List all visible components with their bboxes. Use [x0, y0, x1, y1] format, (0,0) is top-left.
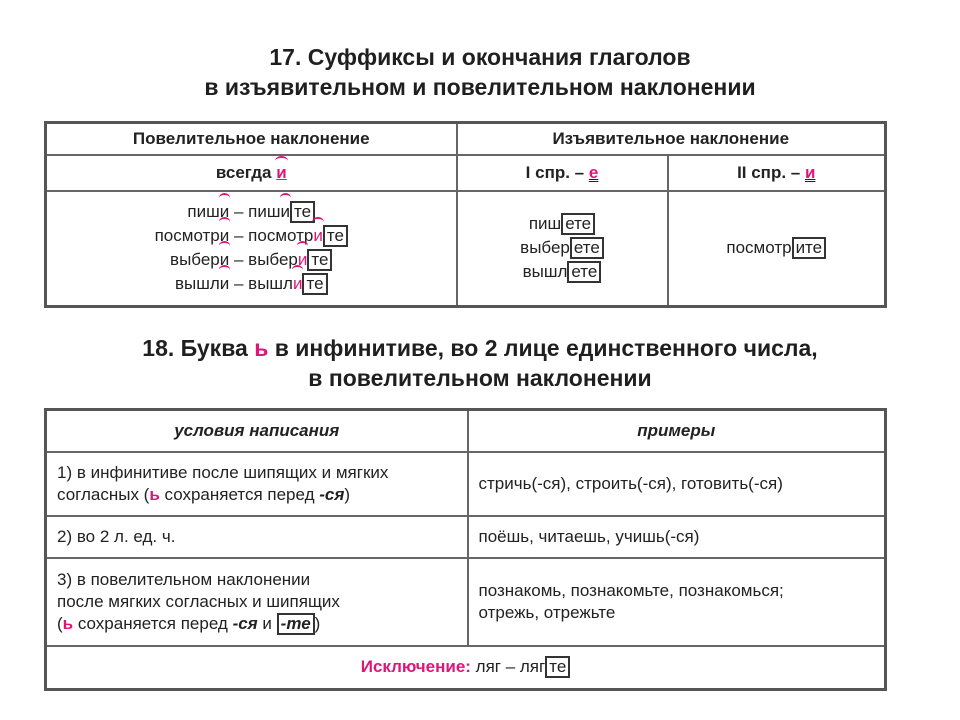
examples-3: познакомь, познакомьте, познакомься; отрежь, отрежьте — [468, 558, 886, 646]
soft-sign-letter: ь — [254, 335, 269, 361]
section-17-title — [0, 42, 960, 102]
ending-box: ете — [561, 213, 595, 235]
section-17-title-line1: 17. Суффиксы и окончания глаголов — [269, 44, 691, 70]
conj2-letter: и — [804, 162, 816, 182]
condition-1: 1) в инфинитиве после шипящих и мягких согласных (ь сохраняется перед -ся) — [46, 452, 468, 516]
header-conj1 — [457, 155, 668, 191]
ending-box: ете — [570, 237, 604, 259]
header-indicative: Изъявительное наклонение — [457, 123, 886, 155]
ending-box: те — [302, 273, 327, 295]
conj2-examples: посмотр ите — [668, 191, 886, 307]
conj1-letter: е — [588, 162, 599, 182]
ending-box: те — [323, 225, 348, 247]
conj1-examples — [457, 191, 668, 307]
condition-3: 3) в повелительном наклонении после мягких согласных и шипящих (ь сохраняется перед -ся и -те ) — [46, 558, 468, 646]
examples-2: поёшь, читаешь, учишь(-ся) — [468, 516, 886, 558]
ending-box: ите — [792, 237, 827, 259]
always-label: всегда — [215, 162, 272, 182]
conj2-label: II спр. – — [737, 162, 805, 182]
ending-box: те — [290, 201, 315, 223]
examples-1: стричь(-ся), строить(-ся), готовить(-ся) — [468, 452, 886, 516]
example-row: посмотри – посмотри те — [47, 224, 456, 248]
exception-label: Исключение: — [360, 657, 471, 677]
ending-box: ете — [567, 261, 601, 283]
conj1-label: I спр. – — [525, 162, 589, 182]
section-18-title-line1: 18. Буква ь в инфинитиве, во 2 лице единственного числа, — [142, 335, 818, 361]
always-letter: и — [276, 162, 287, 182]
example-row: пиш ете — [458, 212, 667, 236]
example-row: вышли – вышли те — [47, 272, 456, 296]
section-17-title-line2: в изъявительном и повелительном наклонении — [204, 74, 756, 100]
example-row: вышл ете — [458, 260, 667, 284]
condition-2: 2) во 2 л. ед. ч. — [46, 516, 468, 558]
section-18-title — [0, 333, 960, 393]
ending-box: те — [307, 249, 332, 271]
example-row: выбери – выбери те — [47, 248, 456, 272]
example-row: выбер ете — [458, 236, 667, 260]
header-always — [46, 155, 457, 191]
header-examples: примеры — [468, 410, 886, 452]
section-18-title-line2: в повелительном наклонении — [308, 365, 652, 391]
soft-sign-table — [44, 408, 887, 691]
verb-endings-table — [44, 121, 887, 308]
ending-box: те — [545, 656, 570, 678]
imperative-examples — [46, 191, 457, 307]
header-imperative: Повелительное наклонение — [46, 123, 457, 155]
header-conditions: условия написания — [46, 410, 468, 452]
exception-row: Исключение: ляг – ляг те — [46, 646, 886, 690]
header-conj2 — [668, 155, 886, 191]
example-row: пиши – пиши те — [47, 200, 456, 224]
